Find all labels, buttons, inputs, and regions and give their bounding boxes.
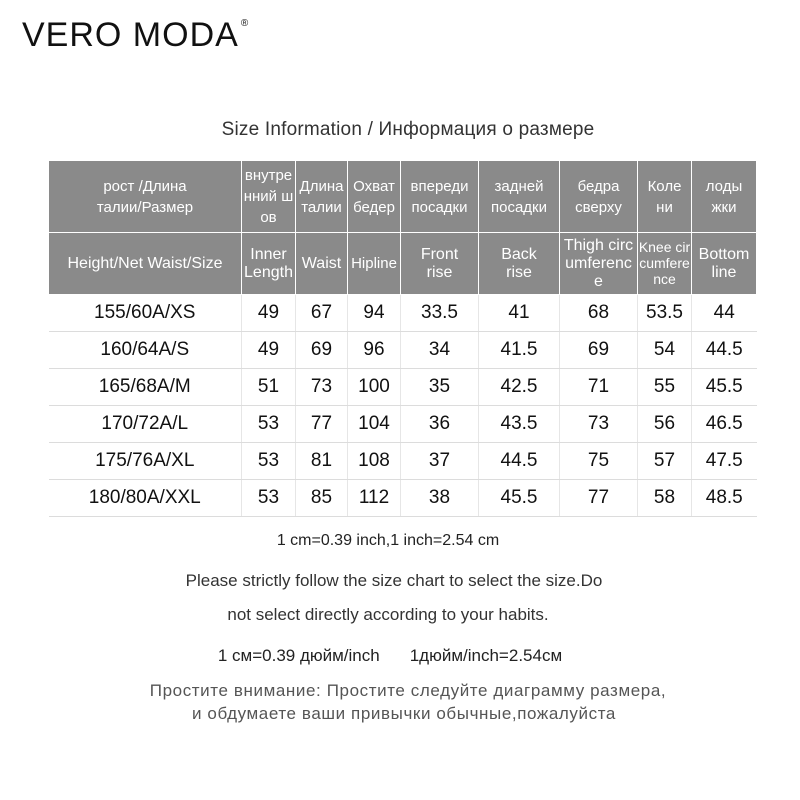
table-cell: 77 [560,480,638,517]
header-ru-front-rise: впереди посадки [401,161,479,233]
header-ru-back-rise: задней посадки [479,161,560,233]
table-cell: 37 [401,443,479,480]
table-cell: 38 [401,480,479,517]
registered-mark: ® [240,18,250,29]
table-cell: 54 [638,332,692,369]
table-cell: 53 [242,443,296,480]
header-ru-size: рост /Длина талии/Размер [49,161,242,233]
table-cell: 69 [296,332,348,369]
table-cell: 85 [296,480,348,517]
table-cell: 68 [560,295,638,332]
table-cell: 73 [296,369,348,406]
table-cell: 44.5 [479,443,560,480]
size-label-cell: 175/76A/XL [49,443,242,480]
table-cell: 49 [242,295,296,332]
conversion-ru [0,646,790,666]
table-row [49,406,757,443]
header-en-thigh: Thigh circumference [560,233,638,295]
header-en-inner-length: Inner Length [242,233,296,295]
table-row [49,480,757,517]
table-cell: 96 [348,332,401,369]
table-cell: 53 [242,480,296,517]
table-cell: 34 [401,332,479,369]
header-ru-hipline: Охват бедер [348,161,401,233]
header-ru-inner-length: внутренний шов [242,161,296,233]
table-cell: 44.5 [692,332,757,369]
header-en-size: Height/Net Waist/Size [49,233,242,295]
table-cell: 73 [560,406,638,443]
header-ru-thigh: бедра сверху [560,161,638,233]
table-row [49,443,757,480]
size-table [48,160,757,517]
table-cell: 47.5 [692,443,757,480]
table-cell: 41 [479,295,560,332]
size-label-cell: 160/64A/S [49,332,242,369]
table-row [49,369,757,406]
table-cell: 81 [296,443,348,480]
header-ru-knee: Колени [638,161,692,233]
table-cell: 51 [242,369,296,406]
table-cell: 112 [348,480,401,517]
size-label-cell: 165/68A/M [49,369,242,406]
table-cell: 43.5 [479,406,560,443]
table-cell: 46.5 [692,406,757,443]
table-cell: 57 [638,443,692,480]
table-cell: 71 [560,369,638,406]
table-cell: 108 [348,443,401,480]
table-cell: 100 [348,369,401,406]
table-cell: 77 [296,406,348,443]
table-cell: 55 [638,369,692,406]
note-en-line-2: not select directly according to your habits. [227,605,549,624]
note-ru-line-2: и обдумаете ваши привычки обычные,пожалуйста [192,704,616,723]
table-cell: 104 [348,406,401,443]
brand-name: VERO MODA [22,16,239,54]
conversion-ru-cm: 1 см=0.39 дюйм/inch [217,646,380,665]
size-label-cell: 180/80A/XXL [49,480,242,517]
table-cell: 36 [401,406,479,443]
header-ru-waist: Длина талии [296,161,348,233]
size-label-cell: 170/72A/L [49,406,242,443]
header-en-bottom: Bottom line [692,233,757,295]
size-rows [49,295,757,517]
header-en-waist: Waist [296,233,348,295]
header-en-knee: Knee circumference [638,233,692,295]
table-cell: 53 [242,406,296,443]
table-cell: 56 [638,406,692,443]
note-ru-line-1: Простите внимание: Простите следуйте диаграмму размера, [149,681,667,700]
size-label-cell: 155/60A/XS [49,295,242,332]
table-cell: 41.5 [479,332,560,369]
table-cell: 33.5 [401,295,479,332]
conversion-ru-inch: 1дюйм/inch=2.54см [409,646,563,665]
header-en-back-rise: Back rise [479,233,560,295]
table-cell: 69 [560,332,638,369]
table-cell: 45.5 [692,369,757,406]
table-cell: 75 [560,443,638,480]
header-row-en [49,233,757,295]
conversion-en: 1 cm=0.39 inch,1 inch=2.54 cm [276,532,500,549]
table-cell: 94 [348,295,401,332]
table-cell: 42.5 [479,369,560,406]
table-cell: 35 [401,369,479,406]
header-ru-bottom: лодыжки [692,161,757,233]
table-row [49,295,757,332]
page-title: Size Information / Информация о размере [221,119,595,140]
table-cell: 45.5 [479,480,560,517]
header-row-ru [49,161,757,233]
note-en-line-1: Please strictly follow the size chart to select the size.Do [185,571,603,590]
header-en-hipline: Hipline [348,233,401,295]
table-row [49,332,757,369]
table-cell: 53.5 [638,295,692,332]
brand-logo [22,16,249,55]
table-cell: 67 [296,295,348,332]
table-cell: 58 [638,480,692,517]
table-cell: 49 [242,332,296,369]
table-cell: 48.5 [692,480,757,517]
table-cell: 44 [692,295,757,332]
header-en-front-rise: Front rise [401,233,479,295]
